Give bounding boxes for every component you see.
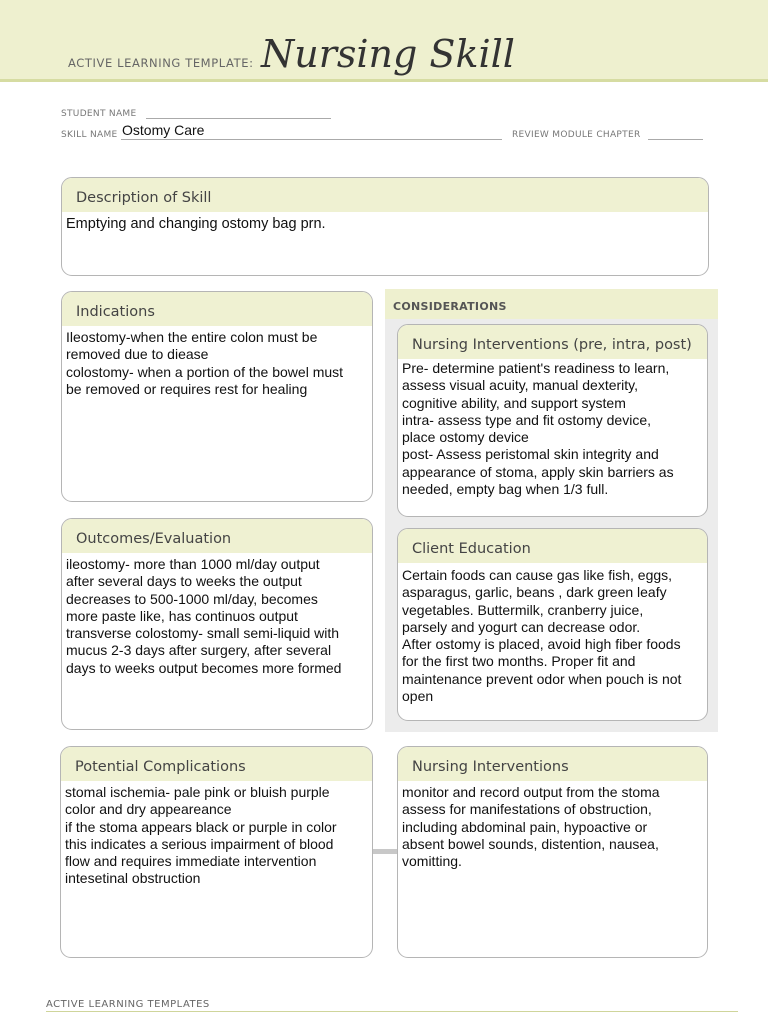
student-name-label: STUDENT NAME bbox=[61, 109, 137, 119]
review-module-line bbox=[648, 139, 703, 140]
considerations-header bbox=[385, 289, 718, 319]
outcomes-title: Outcomes/Evaluation bbox=[62, 519, 372, 553]
nursing-interventions-prepost-box bbox=[397, 324, 708, 517]
skill-name-line bbox=[121, 139, 502, 140]
outcomes-box bbox=[61, 518, 373, 730]
template-title: Nursing Skill bbox=[261, 32, 515, 76]
nursing-interventions-box bbox=[397, 746, 708, 958]
footer-label: ACTIVE LEARNING TEMPLATES bbox=[46, 999, 210, 1010]
skill-name-field[interactable]: Ostomy Care bbox=[122, 122, 205, 138]
footer-divider bbox=[46, 1011, 738, 1012]
skill-name-label: SKILL NAME bbox=[61, 130, 118, 140]
nursing-interventions-prepost-text[interactable]: Pre- determine patient's readiness to learn, assess visual acuity, manual dexterity, cognitive ability, and support system intra- assess type and fit ostomy device, place ostomy device post- Assess peristomal skin integrity and appearance of stoma, apply skin barriers as needed, empty bag when 1/3 full. bbox=[402, 360, 674, 498]
description-text[interactable]: Emptying and changing ostomy bag prn. bbox=[66, 216, 326, 232]
nursing-interventions-text[interactable]: monitor and record output from the stoma assess for manifestations of obstruction, including abdominal pain, hypoactive or absent bowel sounds, distention, nausea, vomitting. bbox=[402, 784, 660, 870]
complications-title: Potential Complications bbox=[61, 747, 372, 781]
description-box bbox=[61, 177, 709, 276]
indications-title: Indications bbox=[62, 292, 372, 326]
box-connector bbox=[373, 849, 397, 854]
outcomes-text[interactable]: ileostomy- more than 1000 ml/day output after several days to weeks the output decreases to 500-1000 ml/day, becomes more paste like, has continuos output transverse colostomy- small semi-liquid with mucus 2-3 days after surgery, after several days to weeks output becomes more formed bbox=[66, 556, 342, 676]
considerations-title: CONSIDERATIONS bbox=[393, 300, 507, 313]
review-module-label: REVIEW MODULE CHAPTER bbox=[512, 130, 641, 140]
client-education-text[interactable]: Certain foods can cause gas like fish, eggs, asparagus, garlic, beans , dark green leafy vegetables. Buttermilk, cranberry juice, parsely and yogurt can decrease odor. After ostomy is placed, avoid high fiber foods for the first two months. Proper fit and maintenance prevent odor when pouch is not open bbox=[402, 567, 682, 705]
indications-text[interactable]: Ileostomy-when the entire colon must be removed due to diease colostomy- when a portion of the bowel must be removed or requires rest for healing bbox=[66, 329, 344, 397]
description-title: Description of Skill bbox=[62, 178, 708, 212]
nursing-interventions-title: Nursing Interventions bbox=[398, 747, 707, 781]
complications-text[interactable]: stomal ischemia- pale pink or bluish purple color and dry appeareance if the stoma appears black or purple in color this indicates a serious impairment of blood flow and requires immediate intervention intesetinal obstruction bbox=[65, 784, 337, 887]
nursing-interventions-prepost-title: Nursing Interventions (pre, intra, post) bbox=[398, 325, 707, 359]
client-education-title: Client Education bbox=[398, 529, 707, 563]
complications-box bbox=[60, 746, 373, 958]
indications-box bbox=[61, 291, 373, 502]
header-divider bbox=[0, 79, 768, 82]
template-label: ACTIVE LEARNING TEMPLATE: bbox=[68, 56, 254, 70]
student-name-line bbox=[146, 118, 331, 119]
client-education-box bbox=[397, 528, 708, 721]
